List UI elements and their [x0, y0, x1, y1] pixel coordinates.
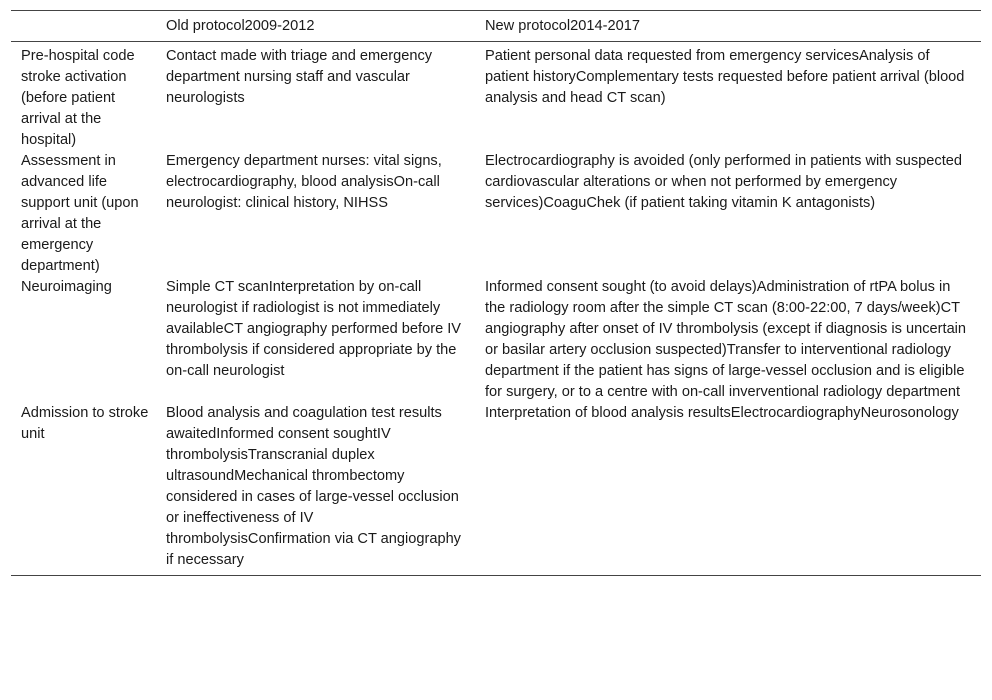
table-row-stroke-unit [11, 403, 981, 576]
table-row-assessment [11, 151, 981, 277]
header-phase [11, 11, 156, 42]
cell-phase: Pre-hospital code stroke activation (before patient arrival at the hospital) [21, 48, 135, 148]
cell-phase: Assessment in advanced life support unit (upon arrival at the emergency department) [21, 153, 139, 274]
cell-old-protocol: Blood analysis and coagulation test results awaitedInformed consent soughtIV thrombolysisTranscranial duplex ultrasoundMechanical thrombectomy considered in cases of large-vessel occlusion or ineffectiveness of IV thrombolysisConfirmation via CT angiography if necessary [166, 405, 461, 568]
protocol-comparison-table-container [11, 10, 981, 576]
cell-new-protocol: Informed consent sought (to avoid delays)Administration of rtPA bolus in the radiology room after the simple CT scan (8:00-22:00, 7 days/week)CT angiography after onset of IV thrombolysis (except if diagnosis is uncertain or basilar artery occlusion suspected)Transfer to interventional radiology department if the patient has signs of large-vessel occlusion and is eligible for surgery, or to a centre with on-call inverventional radiology department [485, 279, 967, 400]
table-row-prehospital [11, 42, 981, 152]
cell-old-protocol: Contact made with triage and emergency department nursing staff and vascular neurologists [166, 48, 433, 106]
cell-old-protocol: Emergency department nurses: vital signs, electrocardiography, blood analysisOn-call neurologist: clinical history, NIHSS [166, 153, 442, 211]
cell-phase: Neuroimaging [21, 279, 112, 295]
header-new-protocol: New protocol2014-2017 [485, 18, 640, 34]
cell-new-protocol: Patient personal data requested from emergency servicesAnalysis of patient historyComplementary tests requested before patient arrival (blood analysis and head CT scan) [485, 48, 965, 106]
table-row-neuroimaging [11, 277, 981, 403]
header-old-protocol: Old protocol2009-2012 [166, 18, 315, 34]
protocol-comparison-table [11, 10, 981, 576]
table-header-row [11, 11, 981, 42]
cell-phase: Admission to stroke unit [21, 405, 149, 442]
cell-new-protocol: Interpretation of blood analysis resultsElectrocardiographyNeurosonology [485, 405, 959, 421]
cell-old-protocol: Simple CT scanInterpretation by on-call neurologist if radiologist is not immediately availableCT angiography performed before IV thrombolysis if considered appropriate by the on-call neurologist [166, 279, 462, 379]
cell-new-protocol: Electrocardiography is avoided (only performed in patients with suspected cardiovascular alterations or when not performed by emergency services)CoaguChek (if patient taking vitamin K antagonists) [485, 153, 962, 211]
